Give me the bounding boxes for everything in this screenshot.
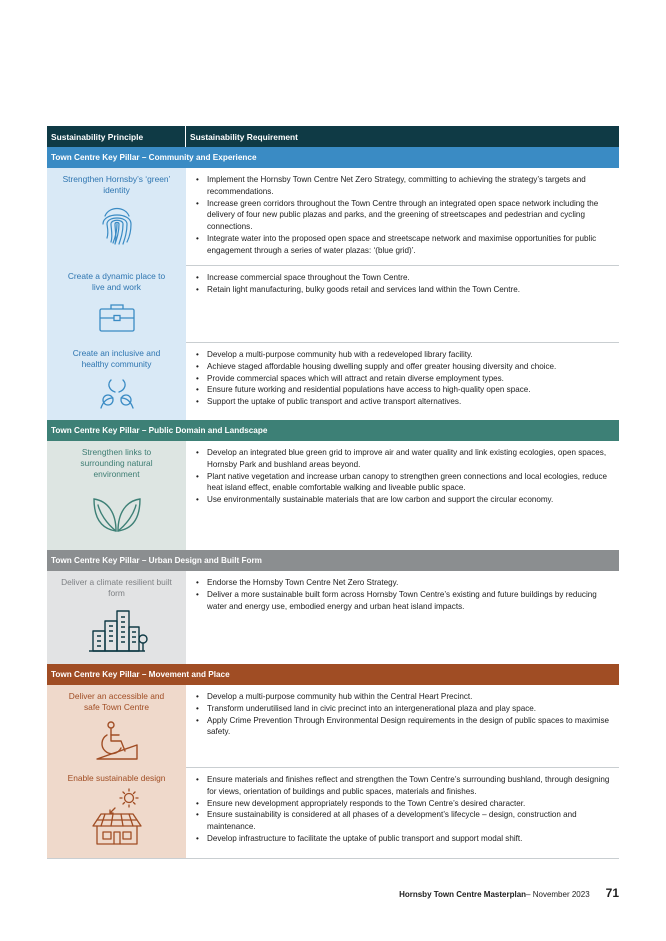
requirement-column-header: Sustainability Requirement xyxy=(190,131,298,142)
principle-text: Deliver a climate resilient built form xyxy=(61,577,172,599)
requirement-item: • Increase commercial space throughout the Town Centre. xyxy=(194,272,611,284)
principle-cell xyxy=(47,767,186,858)
footer-date: – November 2023 xyxy=(526,890,590,899)
sustainability-table xyxy=(47,126,619,859)
requirement-cell xyxy=(186,441,619,550)
wheelchair-icon xyxy=(95,721,139,764)
requirement-item: • Apply Crime Prevention Through Environmental Design requirements in the design of public spaces to maximise safety. xyxy=(194,715,611,739)
requirement-list xyxy=(194,349,611,408)
principle-text: Enable sustainable design xyxy=(67,773,166,783)
principle-text: Strengthen links to surrounding natural environment xyxy=(80,447,153,480)
requirement-list xyxy=(194,774,611,845)
leaves-icon xyxy=(92,493,142,536)
principle-cell xyxy=(47,342,186,420)
requirement-item: • Provide commercial spaces which will attract and retain diverse employment types. xyxy=(194,373,611,385)
principle-column-header: Sustainability Principle xyxy=(47,126,186,147)
page-number: 71 xyxy=(605,886,619,900)
principle-cell xyxy=(47,265,186,342)
requirement-item: • Achieve staged affordable housing dwelling supply and offer greater housing diversity and choice. xyxy=(194,361,611,373)
table-row xyxy=(47,265,619,342)
table-row xyxy=(47,571,619,664)
requirement-item: • Ensure new development appropriately responds to the Town Centre’s desired character. xyxy=(194,798,611,810)
requirement-item: • Develop infrastructure to facilitate the uptake of public transport and support modal shift. xyxy=(194,833,611,845)
principle-cell xyxy=(47,441,186,550)
pillar-header-public-domain: Town Centre Key Pillar – Public Domain and Landscape xyxy=(47,420,619,441)
requirement-cell xyxy=(186,168,619,265)
requirement-list xyxy=(194,577,611,612)
briefcase-icon xyxy=(98,303,136,336)
hands-icon xyxy=(97,376,137,413)
requirement-item: • Use environmentally sustainable materials that are low carbon and support the circular economy. xyxy=(194,494,611,506)
pillar-header-movement: Town Centre Key Pillar – Movement and Place xyxy=(47,664,619,685)
table-row xyxy=(47,168,619,265)
requirement-item: • Implement the Hornsby Town Centre Net Zero Strategy, committing to achieving the strategy’s targets and recommendations. xyxy=(194,174,611,198)
requirement-item: • Ensure sustainability is considered at all phases of a development’s lifecycle – design, construction and maintenance. xyxy=(194,809,611,833)
table-row xyxy=(47,685,619,767)
requirement-item: • Support the uptake of public transport and active transport alternatives. xyxy=(194,396,611,408)
pillar-header-community: Town Centre Key Pillar – Community and Experience xyxy=(47,147,619,168)
requirement-cell xyxy=(186,571,619,664)
requirement-list xyxy=(194,272,611,296)
solar-house-icon xyxy=(87,788,147,849)
requirement-item: • Increase green corridors throughout the Town Centre through an integrated open space network including the delivery of four new public plazas and parks, and the greening of streetscapes and pedestrian and cycling connections. xyxy=(194,198,611,233)
pillar-header-urban-design: Town Centre Key Pillar – Urban Design and Built Form xyxy=(47,550,619,571)
table-row xyxy=(47,342,619,420)
requirement-item: • Endorse the Hornsby Town Centre Net Zero Strategy. xyxy=(194,577,611,589)
page-footer xyxy=(399,886,619,900)
table-row xyxy=(47,441,619,550)
requirement-item: • Develop a multi-purpose community hub with a redeveloped library facility. xyxy=(194,349,611,361)
principle-cell xyxy=(47,571,186,664)
requirement-item: • Deliver a more sustainable built form across Hornsby Town Centre’s existing and future buildings by reducing water and energy use, embodied energy and urban heat island impacts. xyxy=(194,589,611,613)
requirement-item: • Transform underutilised land in civic precinct into an intergenerational plaza and play space. xyxy=(194,703,611,715)
table-row xyxy=(47,767,619,859)
fingerprint-icon xyxy=(97,202,137,249)
requirement-item: • Retain light manufacturing, bulky goods retail and services land within the Town Centre. xyxy=(194,284,611,296)
requirement-list xyxy=(194,174,611,257)
principle-cell xyxy=(47,685,186,767)
requirement-cell xyxy=(186,685,619,767)
principle-text: Create a dynamic place to live and work xyxy=(67,271,166,293)
requirement-cell xyxy=(186,265,619,342)
table-header xyxy=(47,126,619,147)
principle-text: Deliver an accessible and safe Town Centre xyxy=(68,691,165,713)
principle-text: Strengthen Hornsby’s ‘green’ identity xyxy=(62,174,171,196)
requirement-cell xyxy=(186,767,619,858)
requirement-cell xyxy=(186,342,619,420)
requirement-item: • Ensure future working and residential populations have access to high-quality open space. xyxy=(194,384,611,396)
requirement-item: • Plant native vegetation and increase urban canopy to strengthen green connections and local ecologies, reduce heat island effect, enable comfortable walking and liveable public space. xyxy=(194,471,611,495)
footer-document-title: Hornsby Town Centre Masterplan xyxy=(399,890,527,899)
requirement-list xyxy=(194,447,611,506)
requirement-item: • Ensure materials and finishes reflect and strengthen the Town Centre’s surrounding bushland, through designing for views, orientation of buildings and public spaces, materials and finishes. xyxy=(194,774,611,798)
requirement-item: • Integrate water into the proposed open space and streetscape network and maximise opportunities for public engagement through a series of water plazas: ‘(blue grid)’. xyxy=(194,233,611,257)
city-buildings-icon xyxy=(85,609,149,656)
requirement-list xyxy=(194,691,611,738)
principle-text: Create an inclusive and healthy community xyxy=(72,348,161,370)
requirement-item: • Develop an integrated blue green grid to improve air and water quality and link existing ecologies, open spaces, Hornsby Park and bushland areas beyond. xyxy=(194,447,611,471)
principle-cell xyxy=(47,168,186,265)
requirement-item: • Develop a multi-purpose community hub within the Central Heart Precinct. xyxy=(194,691,611,703)
